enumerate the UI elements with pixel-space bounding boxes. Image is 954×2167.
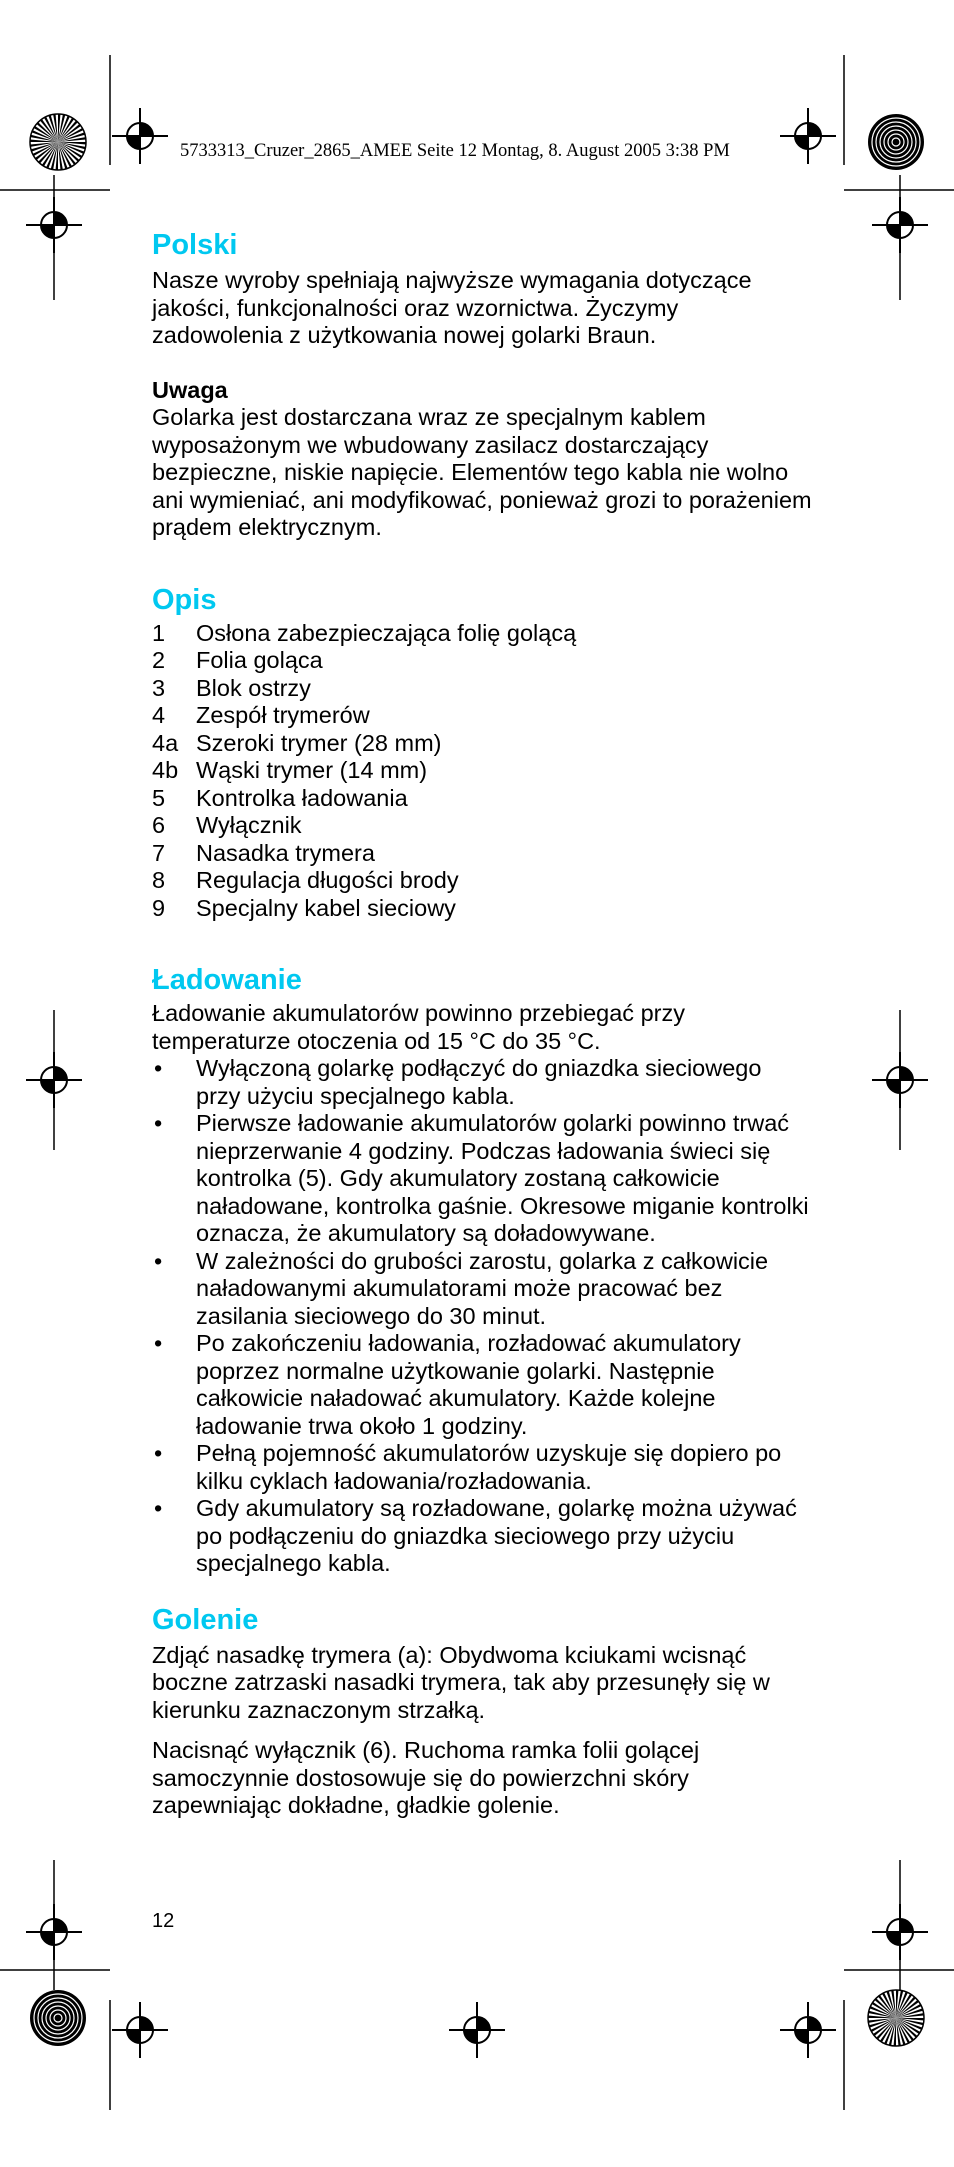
item-text: Szeroki trymer (28 mm): [196, 729, 442, 756]
item-text: Wyłącznik: [196, 812, 302, 838]
ring-target-icon: [30, 1990, 86, 2046]
section-polski: [152, 225, 812, 542]
item-text: Specjalny kabel sieciowy: [196, 894, 456, 921]
list-item: [152, 757, 812, 785]
item-number: 4a: [152, 729, 179, 756]
list-item: [152, 675, 812, 703]
registration-mark-icon: [26, 197, 82, 253]
list-item: [152, 785, 812, 813]
item-number: 7: [152, 839, 166, 866]
item-text: Pierwsze ładowanie akumulatorów golarki powinno trwać nieprzerwanie 4 godziny. Podczas ładowania świeci się kontrolka (5). Gdy akumulatory zostaną całkowicie naładowane, kontrolka gaśnie. Okresowe miganie kontrolki oznacza, że akumulatory są doładowywane.: [196, 1110, 809, 1246]
section-title: Golenie: [152, 1603, 259, 1636]
list-item: [152, 647, 812, 675]
document-body: [152, 225, 812, 1820]
registration-mark-icon: [872, 197, 928, 253]
registration-mark-icon: [449, 2002, 505, 2058]
list-item: [152, 620, 812, 648]
list-item: [152, 812, 812, 840]
item-text: Gdy akumulatory są rozładowane, golarkę można używać po podłączeniu do gniazdka sieciowego przy użyciu specjalnego kabla.: [196, 1495, 797, 1576]
item-text: Kontrolka ładowania: [196, 784, 408, 811]
item-number: 5: [152, 784, 166, 811]
item-number: 3: [152, 674, 166, 701]
page-number: 12: [152, 1910, 175, 1932]
section-title: Opis: [152, 583, 217, 616]
section-ladowanie: [152, 960, 812, 1578]
note-paragraph: Golarka jest dostarczana wraz ze specjalnym kablem wyposażonym we wbudowany zasilacz dostarczający bezpieczne, niskie napięcie. Elementów tego kabla nie wolno ani wymieniać, ani modyfikować, ponieważ grozi to porażeniem prądem elektrycznym.: [152, 404, 812, 540]
intro-paragraph: Nasze wyroby spełniają najwyższe wymagania dotyczące jakości, funkcjonalności oraz wzornictwa. Życzymy zadowolenia z użytkowania nowej golarki Braun.: [152, 267, 752, 348]
item-text: W zależności do grubości zarostu, golarka z całkowicie naładowanymi akumulatorami może pracować bez zasilania sieciowego do 30 minut.: [196, 1247, 769, 1329]
list-item: [152, 702, 812, 730]
list-item: [152, 840, 812, 868]
list-item: • W zależności do grubości zarostu, golarka z całkowicie naładowanymi akumulatorami może pracować bez zasilania sieciowego do 30 minut.: [152, 1248, 812, 1331]
sunburst-target-icon: [30, 114, 86, 170]
registration-mark-icon: [112, 108, 168, 164]
registration-mark-icon: [872, 1052, 928, 1108]
note-title: Uwaga: [152, 376, 228, 403]
item-text: Po zakończeniu ładowania, rozładować akumulatory poprzez normalne użytkowanie golarki. Następnie całkowicie naładować akumulatory. Każde kolejne ładowanie trwa około 1 godziny.: [196, 1330, 741, 1439]
item-number: 4: [152, 702, 166, 728]
item-text: Osłona zabezpieczająca folię golącą: [196, 619, 577, 646]
registration-mark-icon: [872, 1904, 928, 1960]
registration-mark-icon: [26, 1052, 82, 1108]
list-item: • Pierwsze ładowanie akumulatorów golarki powinno trwać nieprzerwanie 4 godziny. Podczas ładowania świeci się kontrolka (5). Gdy akumulatory zostaną całkowicie naładowane, kontrolka gaśnie. Okresowe miganie kontrolki oznacza, że akumulatory są doładowywane.: [152, 1110, 812, 1248]
registration-mark-icon: [112, 2002, 168, 2058]
list-item: • Wyłączoną golarkę podłączyć do gniazdka sieciowego przy użyciu specjalnego kabla.: [152, 1055, 812, 1110]
ring-target-icon: [868, 114, 924, 170]
section-title: Polski: [152, 229, 238, 261]
list-item: [152, 730, 812, 758]
section-title: Ładowanie: [152, 964, 302, 996]
item-number: 6: [152, 812, 166, 838]
paragraph: Zdjąć nasadkę trymera (a): Obydwoma kciukami wcisnąć boczne zatrzaski nasadki trymera, tak aby przesunęły się w kierunku zaznaczonym strzałką.: [152, 1641, 770, 1723]
paragraph: Nacisnąć wyłącznik (6). Ruchoma ramka folii golącej samoczynnie dostosowuje się do powierzchni skóry zapewniając dokładne, gładkie golenie.: [152, 1737, 700, 1818]
item-text: Regulacja długości brody: [196, 867, 459, 893]
sunburst-target-icon: [868, 1990, 924, 2046]
item-text: Nasadka trymera: [196, 839, 375, 866]
item-number: 4b: [152, 757, 179, 783]
list-item: [152, 867, 812, 895]
intro-paragraph: Ładowanie akumulatorów powinno przebiegać przy temperaturze otoczenia od 15 °C do 35 °C.: [152, 1000, 685, 1054]
list-item: • Gdy akumulatory są rozładowane, golarkę można używać po podłączeniu do gniazdka sieciowego przy użyciu specjalnego kabla.: [152, 1495, 812, 1578]
item-number: 9: [152, 894, 166, 921]
item-text: Zespół trymerów: [196, 702, 370, 728]
list-item: • Pełną pojemność akumulatorów uzyskuje się dopiero po kilku cyklach ładowania/rozładowania.: [152, 1440, 812, 1495]
item-text: Wyłączoną golarkę podłączyć do gniazdka sieciowego przy użyciu specjalnego kabla.: [196, 1055, 762, 1109]
list-item: • Po zakończeniu ładowania, rozładować akumulatory poprzez normalne użytkowanie golarki. Następnie całkowicie naładować akumulatory. Każde kolejne ładowanie trwa około 1 godziny.: [152, 1330, 812, 1440]
item-text: Blok ostrzy: [196, 674, 311, 701]
registration-mark-icon: [780, 2002, 836, 2058]
item-text: Wąski trymer (14 mm): [196, 757, 428, 783]
item-number: 8: [152, 867, 166, 893]
list-item: [152, 895, 812, 923]
parts-list: [152, 620, 812, 923]
section-opis: [152, 580, 812, 923]
registration-mark-icon: [26, 1904, 82, 1960]
charging-list: [152, 1055, 812, 1578]
print-slug: 5733313_Cruzer_2865_AMEE Seite 12 Montag, 8. August 2005 3:38 PM: [180, 141, 730, 161]
item-text: Pełną pojemność akumulatorów uzyskuje się dopiero po kilku cyklach ładowania/rozładowania.: [196, 1440, 782, 1494]
item-number: 1: [152, 619, 166, 646]
item-number: 2: [152, 647, 166, 673]
section-golenie: [152, 1600, 812, 1820]
item-text: Folia goląca: [196, 647, 323, 673]
